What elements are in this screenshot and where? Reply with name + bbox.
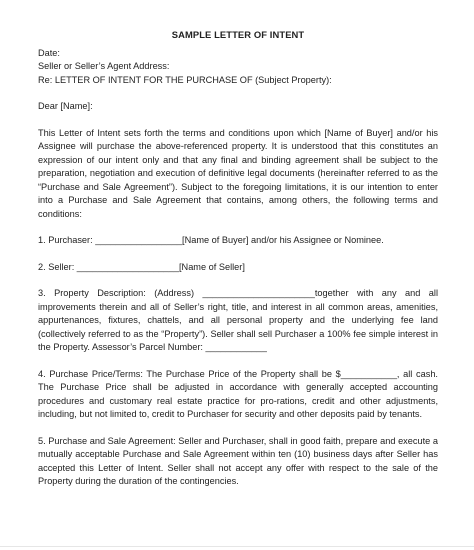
term-item-seller: 2. Seller: ____________________[Name of Seller] bbox=[38, 261, 245, 272]
intro-paragraph: This Letter of Intent sets forth the terms and conditions upon which [Name of Buyer] and/or his Assignee will purchase the above-referenced property. It is understood that this constitutes an expression of our intent only and that any final and binding agreement shall be subject to the preparation, negotiation and execution of definitive legal documents (hereinafter referred to as the “Purchase and Sale Agreement”). Subject to the foregoing limitations, it is our intention to enter into a Purchase and Sale Agreement that contains, among others, the following terms and conditions: bbox=[38, 127, 438, 219]
spacer bbox=[38, 248, 438, 261]
term-item-purchase-sale-agreement: 5. Purchase and Sale Agreement: Seller and Purchaser, shall in good faith, prepare and execute a mutually acceptable Purchase and Sale Agreement within ten (10) business days after Seller has accepted this Letter of Intent. Seller shall not accept any offer with respect to the sale of the Property during the duration of the contingencies. bbox=[38, 435, 438, 486]
page-bottom-divider bbox=[0, 546, 474, 547]
document-title: SAMPLE LETTER OF INTENT bbox=[171, 29, 305, 40]
spacer bbox=[38, 87, 438, 100]
date-label: Date: bbox=[38, 47, 60, 58]
term-item-purchaser: 1. Purchaser: _________________[Name of Buyer] and/or his Assignee or Nominee. bbox=[38, 235, 384, 245]
spacer bbox=[38, 422, 438, 435]
term-item-property-description: 3. Property Description: (Address) ______________________together with any and all improvements therein and all of Seller’s right, title, and interest in all common areas, amenities, appurtenances, fixtures, chattels, and all personal property and the underlying fee land (collectively referred to as the “Property”). Seller shall sell Purchaser a 100% fee simple interest in the Property. Assessor’s Parcel Number: ____________ bbox=[38, 288, 438, 352]
spacer bbox=[38, 355, 438, 368]
spacer bbox=[38, 114, 438, 127]
spacer bbox=[38, 274, 438, 287]
re-line: Re: LETTER OF INTENT FOR THE PURCHASE OF (Subject Property): bbox=[38, 74, 332, 85]
address-label: Seller or Seller’s Agent Address: bbox=[38, 61, 170, 71]
salutation: Dear [Name]: bbox=[38, 101, 93, 111]
term-item-purchase-price: 4. Purchase Price/Terms: The Purchase Price of the Property shall be $___________, all cash. The Purchase Price shall be adjusted in accordance with generally accepted accounting procedures and customary real estate practice for pro-rations, credit and other adjustments, including, but not limited to, credit to Purchaser for security and other deposits paid by tenants. bbox=[38, 368, 438, 419]
spacer bbox=[38, 221, 438, 234]
letter-page bbox=[38, 28, 438, 489]
